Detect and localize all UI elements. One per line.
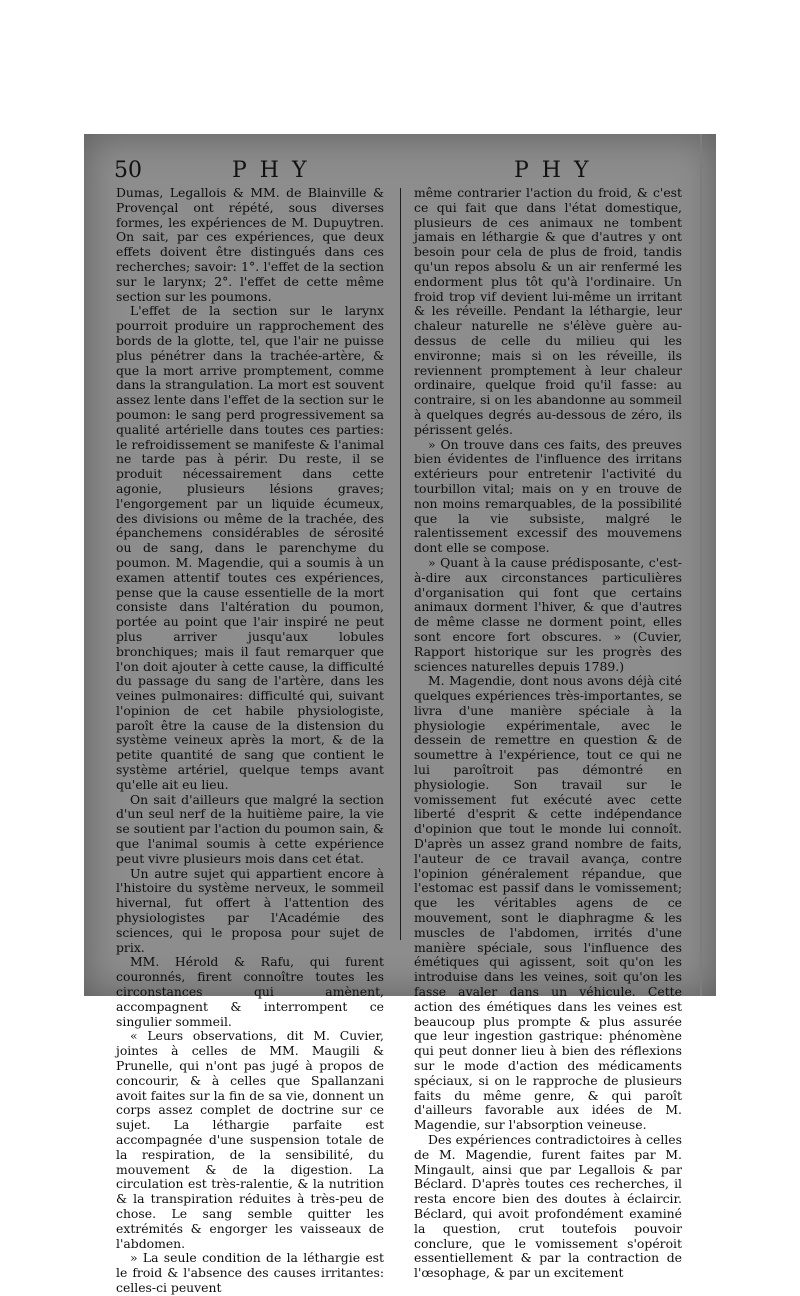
scanned-page bbox=[84, 134, 716, 1295]
paragraph: même contrarier l'action du froid, & c'est ce qui fait que dans l'état domestique, plusieurs de ces animaux ne tombent jamais en léthargie & que d'autres y ont besoin pour cela de plus de froid, tandis qu'un repos absolu & un air renfermé les endorment plus tôt qu'à l'ordinaire. Un froid trop vif devient lui-même un irritant & les réveille. Pendant la léthargie, leur chaleur naturelle ne s'élève guère au-dessus de celle du milieu qui les environne; mais si on les réveille, ils reviennent promptement à leur chaleur ordinaire, quelque froid qu'il fasse: au contraire, si on les abandonne au sommeil à quelques degrés au-dessous de zéro, ils périssent gelés. bbox=[414, 185, 682, 437]
paragraph: Un autre sujet qui appartient encore à l'histoire du système nerveux, le sommeil hivernal, fut offert à l'attention des physiologistes par l'Académie des sciences, qui le proposa pour sujet de prix. bbox=[116, 865, 384, 955]
page-header bbox=[84, 158, 716, 186]
page-number: 50 bbox=[114, 158, 142, 183]
paragraph: L'effet de la section sur le larynx pourroit produire un rapprochement des bords de la glotte, tel, que l'air ne puisse plus pénétrer dans la trachée-artère, & que la mort arrive promptement, comme dans la strangulation. La mort est souvent assez lente dans l'effet de la section sur le poumon: le sang perd progressivement sa qualité artérielle dans toutes ces parties: le refroidissement se manifeste & l'animal ne tarde pas à périr. Du reste, il se produit nécessairement dans cette agonie, plusieurs lésions graves; l'engorgement par un liquide écumeux, des divisions ou même de la trachée, des épanchemens considérables de sérosité ou de sang, dans le parenchyme du poumon. M. Magendie, qui a soumis à un examen attentif toutes ces expériences, pense que la cause essentielle de la mort consiste dans l'altération du poumon, portée au point que l'air inspiré ne peut plus arriver jusqu'aux lobules bronchiques; mais il faut remarquer que l'on doit ajouter à cette cause, la difficulté du passage du sang de l'artère, dans les veines pulmonaires: difficulté qui, suivant l'opinion de cet habile physiologiste, paroît être la cause de la distension du système veineux après la mort, & de la petite quantité de sang que contient le système artériel, quelque temps avant qu'elle ait eu lieu. bbox=[116, 303, 384, 792]
paragraph: Des expériences contradictoires à celles de M. Magendie, furent faites par M. Mingault, ainsi que par Legallois & par Béclard. D'après toutes ces recherches, il resta encore bien des doutes à éclaircir. Béclard, qui avoit profondément examiné la question, crut toutefois pouvoir conclure, que le vomissement s'opéroit essentiellement & par la contraction de l'œsophage, & par un excitement bbox=[414, 1132, 682, 1281]
right-column bbox=[414, 186, 682, 1281]
paragraph: Dumas, Legallois & MM. de Blainville & Provençal ont répété, sous diverses formes, les expériences de M. Dupuytren. On sait, par ces expériences, que deux effets doivent être distingués dans ces recherches; savoir: 1°. l'effet de la section sur le larynx; 2°. l'effet de cette même section sur les poumons. bbox=[116, 185, 384, 304]
left-column bbox=[116, 186, 384, 1296]
paragraph: » La seule condition de la léthargie est le froid & l'absence des causes irritantes: celles-ci peuvent bbox=[116, 1250, 384, 1295]
paragraph: MM. Hérold & Rafu, qui furent couronnés, firent connoître toutes les circonstances qui amènent, accompagnent & interrompent ce singulier sommeil. bbox=[116, 954, 384, 1029]
column-divider bbox=[400, 188, 401, 940]
paragraph: » On trouve dans ces faits, des preuves bien évidentes de l'influence des irritans extérieurs pour entretenir l'activité du tourbillon vital; mais on y en trouve de non moins remarquables, de la possibilité que la vie subsiste, malgré le ralentissement excessif des mouvemens dont elle se compose. bbox=[414, 436, 682, 556]
running-head-left: P H Y bbox=[232, 158, 310, 183]
paragraph: On sait d'ailleurs que malgré la section d'un seul nerf de la huitième paire, la vie se soutient par l'action du poumon sain, & que l'animal soumis à cette expérience peut vivre plusieurs mois dans cet état. bbox=[116, 791, 384, 866]
scan-edge bbox=[700, 134, 702, 996]
paragraph: » Quant à la cause prédisposante, c'est-à-dire aux circonstances particulières d'organisation qui font que certains animaux dorment l'hiver, & que d'autres de même classe ne dorment point, elles sont encore fort obscures. » (Cuvier, Rapport historique sur les progrès des sciences naturelles depuis 1789.) bbox=[414, 554, 682, 674]
paragraph: M. Magendie, dont nous avons déjà cité quelques expériences très-importantes, se livra d'une manière spéciale à la physiologie expérimentale, avec le dessein de remettre en question & de soumettre à l'expérience, tout ce qui ne lui paroîtroit pas démontré en physiologie. Son travail sur le vomissement fut exécuté avec cette liberté d'esprit & cette indépendance d'opinion que tout le monde lui connoît. D'après un assez grand nombre de faits, l'auteur de ce travail avança, contre l'opinion généralement répandue, que l'estomac est passif dans le vomissement; que les véritables agens de ce mouvement, sont le diaphragme & les muscles de l'abdomen, irrités d'une manière spéciale, sous l'influence des émétiques qui agissent, soit qu'on les introduise dans les veines, soit qu'on les fasse avaler dans un véhicule. Cette action des émétiques dans les veines est beaucoup plus prompte & plus assurée que leur ingestion gastrique: phénomène qui peut donner lieu à bien des réflexions sur le mode d'action des médicaments spéciaux, si on le rapproche de plusieurs faits du même genre, & qui paroît d'ailleurs favorable aux idées de M. Magendie, sur l'absorption veineuse. bbox=[414, 673, 682, 1133]
running-head-right: P H Y bbox=[514, 158, 592, 183]
paragraph: « Leurs observations, dit M. Cuvier, jointes à celles de MM. Maugili & Prunelle, qui n'ont pas jugé à propos de concourir, & à celles que Spallanzani avoit faites sur la fin de sa vie, donnent un corps assez complet de doctrine sur ce sujet. La léthargie parfaite est accompagnée d'une suspension totale de la respiration, de la sensibilité, du mouvement & de la digestion. La circulation est très-ralentie, & la nutrition & la transpiration réduites à très-peu de chose. Le sang semble quitter les extrémités & engorger les vaisseaux de l'abdomen. bbox=[116, 1028, 384, 1251]
